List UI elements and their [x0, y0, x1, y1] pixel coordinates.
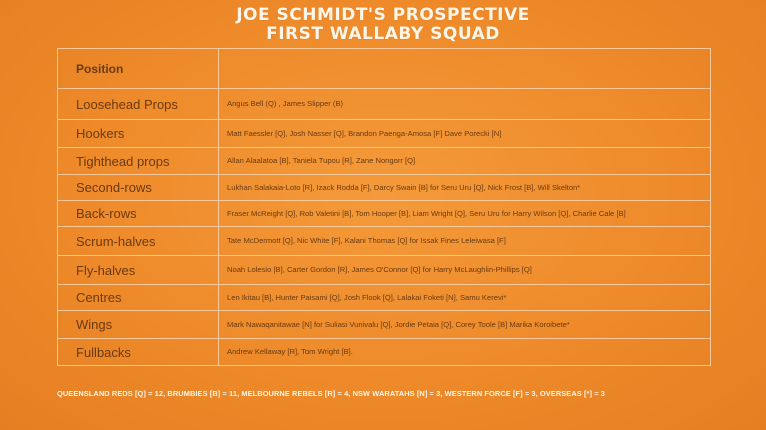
table-row [58, 120, 710, 148]
position-cell: Wings [58, 311, 219, 338]
players-cell: Len Ikitau [B], Hunter Paisami [Q], Josh Flook [Q], Lalakai Foketi [N], Samu Kerevi* [227, 292, 507, 302]
position-cell: Tighthead props [58, 148, 219, 174]
squad-table [57, 48, 711, 366]
players-cell: Tate McDermott [Q], Nic White [F], Kalani Thomas [Q] for Issak Fines Leleiwasa [F] [227, 236, 506, 245]
page-title [0, 6, 766, 44]
position-header: Position [58, 49, 219, 88]
title-line-1: JOE SCHMIDT'S PROSPECTIVE [236, 5, 530, 25]
position-cell: Scrum-halves [58, 227, 219, 255]
position-cell: Fullbacks [58, 339, 219, 365]
team-count-legend: QUEENSLAND REDS [Q] = 12, BRUMBIES [B] = 11, MELBOURNE REBELS [R] = 4, NSW WARATAHS [N] = 3, WESTERN FORCE [F] = 3, OVERSEAS [*] = 3 [57, 389, 605, 398]
players-cell: Allan Alaalatoa [B], Taniela Tupou [R], Zane Nongorr [Q] [227, 156, 416, 165]
position-cell: Hookers [58, 120, 219, 147]
players-cell: Noah Lolesio [B], Carter Gordon [R], James O'Connor [Q] for Harry McLaughlin-Phillips [Q] [227, 265, 532, 274]
table-row [58, 227, 710, 256]
position-cell: Centres [58, 285, 219, 310]
players-cell: Fraser McReight [Q], Rob Valetini [B], Tom Hooper [B], Liam Wright [Q], Seru Uru for Harry Wilson [Q], Charlie Cale [B] [227, 208, 626, 218]
position-cell: Second-rows [58, 175, 219, 200]
position-cell: Loosehead Props [58, 89, 219, 119]
position-cell: Fly-halves [58, 256, 219, 284]
players-header [219, 49, 710, 88]
table-row [58, 339, 710, 365]
table-row [58, 256, 710, 285]
table-row [58, 201, 710, 227]
players-cell: Matt Faessler [Q], Josh Nasser [Q], Brandon Paenga-Amosa [F] Dave Porecki [N] [227, 128, 502, 138]
title-line-2: FIRST WALLABY SQUAD [266, 24, 500, 44]
table-header-row [58, 49, 710, 89]
players-cell: Andrew Kellaway [R], Tom Wright [B]. [227, 347, 353, 356]
players-cell: Lukhan Salakaia-Loto [R], Izack Rodda [F], Darcy Swain [B] for Seru Uru [Q], Nick Frost [B], Will Skelton* [227, 182, 581, 192]
table-row [58, 311, 710, 339]
players-cell: Angus Bell (Q) , James Slipper (B) [227, 99, 344, 108]
table-row [58, 148, 710, 175]
table-row [58, 175, 710, 201]
table-row [58, 89, 710, 120]
table-row [58, 285, 710, 311]
position-cell: Back-rows [58, 201, 219, 226]
players-cell: Mark Nawaqanitawae [N] for Suliasi Vunivalu [Q], Jordie Petaia [Q], Corey Toole [B] Marika Koroibete* [227, 319, 570, 329]
